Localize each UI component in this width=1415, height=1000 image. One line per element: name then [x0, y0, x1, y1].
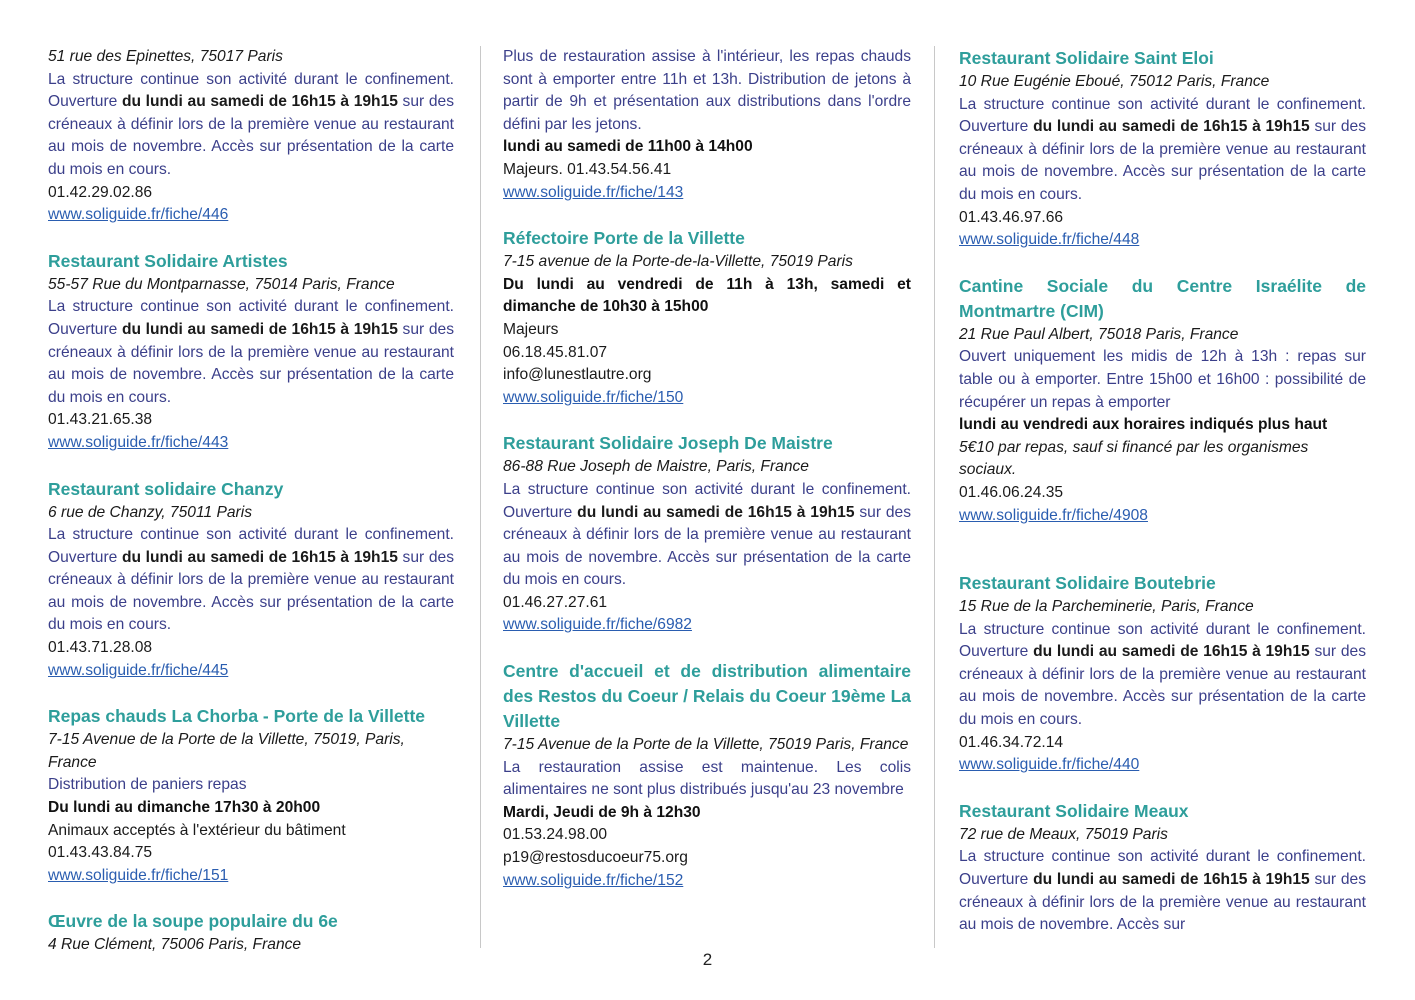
info-line: 01.53.24.98.00 — [503, 826, 608, 844]
column-1 — [48, 46, 454, 979]
listing-address: 4 Rue Clément, 75006 Paris, France — [48, 936, 302, 954]
info-line: p19@restosducoeur75.org — [503, 849, 688, 867]
info-line: info@lunestlautre.org — [503, 366, 652, 384]
soliguide-link[interactable]: www.soliguide.fr/fiche/448 — [959, 231, 1140, 249]
listing-description — [48, 774, 454, 797]
column-divider — [480, 46, 481, 948]
link-row — [959, 754, 1366, 777]
listing-address: 7-15 Avenue de la Porte de la Villette, 75019, Paris, France — [48, 731, 405, 771]
listing-description — [959, 94, 1366, 207]
description-text: sur des créneaux à définir lors de la première venue au restaurant au mois de novembre. Accès sur présentation de la carte du mois en cours. — [959, 118, 1367, 203]
listing-description — [503, 757, 911, 802]
phone-number: 01.43.21.65.38 — [48, 411, 153, 429]
description-text: sur des créneaux à définir lors de la première venue au restaurant au mois de novembre. Accès sur présentation de la carte du mois en cours. — [503, 503, 911, 589]
listing-description — [959, 346, 1366, 414]
soliguide-link[interactable]: www.soliguide.fr/fiche/150 — [503, 388, 684, 406]
phone-number: 01.43.71.28.08 — [48, 639, 153, 657]
listing-entry — [48, 704, 454, 887]
opening-hours: Du lundi au vendredi de 11h à 13h, samedi et dimanche de 10h30 à 15h00 — [503, 275, 911, 316]
column-3 — [959, 46, 1366, 959]
opening-hours: du lundi au samedi de 16h15 à 19h15 — [121, 548, 398, 566]
soliguide-link[interactable]: www.soliguide.fr/fiche/152 — [503, 871, 684, 889]
description-text: sur des créneaux à définir lors de la première venue au restaurant au mois de novembre. Accès sur — [959, 871, 1367, 934]
listing-entry — [48, 46, 454, 227]
opening-hours: du lundi au samedi de 16h15 à 19h15 — [577, 503, 855, 521]
listing-entry — [503, 226, 911, 409]
description-text: sur des créneaux à définir lors de la première venue au restaurant au mois de novembre. Accès sur présentation de la carte du mois en cours. — [959, 643, 1367, 729]
phone-number: 01.46.06.24.35 — [959, 483, 1064, 501]
listing-title: Œuvre de la soupe populaire du 6e — [48, 911, 338, 932]
page-number: 2 — [702, 950, 713, 969]
listing-title: Restaurant solidaire Chanzy — [48, 478, 284, 499]
description-text: sur des créneaux à définir lors de la première venue au restaurant au mois de novembre. Accès sur présentation de la carte du mois en cours. — [48, 93, 454, 178]
link-row — [48, 660, 454, 683]
phone-number: 01.43.43.84.75 — [48, 844, 153, 862]
description-text: sur des créneaux à définir lors de la première venue au restaurant au mois de novembre. Accès sur présentation de la carte du mois en cours. — [48, 320, 454, 406]
opening-hours: lundi au vendredi aux horaires indiqués plus haut — [959, 416, 1328, 434]
link-row — [48, 432, 454, 455]
soliguide-link[interactable]: www.soliguide.fr/fiche/440 — [959, 756, 1140, 774]
opening-hours: du lundi au samedi de 16h15 à 19h15 — [121, 93, 398, 111]
listing-address: 51 rue des Epinettes, 75017 Paris — [48, 48, 283, 65]
column-divider — [934, 46, 935, 948]
opening-hours: Du lundi au dimanche 17h30 à 20h00 — [48, 799, 321, 817]
listing-entry — [959, 274, 1366, 527]
info-line: Animaux acceptés à l'extérieur du bâtiment — [48, 821, 346, 839]
phone-number: 01.42.29.02.86 — [48, 183, 153, 201]
opening-hours: lundi au samedi de 11h00 à 14h00 — [503, 138, 753, 156]
opening-hours: du lundi au samedi de 16h15 à 19h15 — [1033, 871, 1310, 889]
soliguide-link[interactable]: www.soliguide.fr/fiche/445 — [48, 661, 229, 679]
listing-entry — [959, 799, 1366, 937]
info-line: Majeurs. 01.43.54.56.41 — [503, 160, 672, 178]
listing-entry — [48, 477, 454, 683]
link-row — [503, 614, 911, 637]
listing-title: Restaurant Solidaire Saint Eloi — [959, 48, 1214, 68]
listing-description — [48, 296, 454, 409]
listing-title: Réfectoire Porte de la Villette — [503, 228, 745, 249]
listing-description — [48, 524, 454, 637]
opening-hours: du lundi au samedi de 16h15 à 19h15 — [121, 320, 398, 338]
soliguide-link[interactable]: www.soliguide.fr/fiche/4908 — [959, 506, 1148, 524]
listing-address: 72 rue de Meaux, 75019 Paris — [959, 825, 1168, 843]
soliguide-link[interactable]: www.soliguide.fr/fiche/443 — [48, 433, 229, 451]
listing-title: Restaurant Solidaire Meaux — [959, 800, 1189, 821]
listing-title: Restaurant Solidaire Boutebrie — [959, 573, 1216, 594]
description-text: Ouvert uniquement les midis de 12h à 13h : repas sur table ou à emporter. Entre 15h00 et 16h00 : possibilité de récupérer un repas à emporter — [959, 348, 1366, 411]
listing-description — [503, 479, 911, 592]
price-note: 5€10 par repas, sauf si financé par les organismes sociaux. — [959, 438, 1309, 479]
description-text: La structure continue son activité durant le confinement. Ouverture — [48, 526, 454, 566]
listing-title: Cantine Sociale du Centre Israélite de Montmartre (CIM) — [959, 275, 1366, 321]
listing-title: Restaurant Solidaire Joseph De Maistre — [503, 433, 833, 454]
listing-address: 6 rue de Chanzy, 75011 Paris — [48, 503, 252, 521]
description-text: La structure continue son activité durant le confinement. Ouverture — [959, 848, 1366, 889]
description-text: La structure continue son activité durant le confinement. Ouverture — [48, 298, 454, 338]
opening-hours: Mardi, Jeudi de 9h à 12h30 — [503, 803, 701, 821]
description-text: Distribution de paniers repas — [48, 776, 247, 794]
link-row — [959, 229, 1366, 252]
opening-hours: du lundi au samedi de 16h15 à 19h15 — [1033, 118, 1310, 136]
phone-number: 01.46.27.27.61 — [503, 593, 608, 611]
phone-number: 01.46.34.72.14 — [959, 733, 1064, 751]
description-text: La restauration assise est maintenue. Les colis alimentaires ne sont plus distribués jusqu'au 23 novembre — [503, 758, 911, 799]
link-row — [959, 505, 1366, 528]
listing-entry — [503, 431, 911, 637]
soliguide-link[interactable]: www.soliguide.fr/fiche/151 — [48, 866, 229, 884]
listing-entry — [48, 249, 454, 455]
listing-title: Restaurant Solidaire Artistes — [48, 250, 288, 271]
description-text: Plus de restauration assise à l'intérieur, les repas chauds sont à emporter entre 11h et 13h. Distribution de jetons à partir de 9h et présentation aux distributions dans l'ordre défini par les jetons. — [503, 48, 911, 133]
listing-entry — [503, 46, 911, 204]
soliguide-link[interactable]: www.soliguide.fr/fiche/6982 — [503, 616, 692, 634]
link-row — [503, 387, 911, 410]
description-text: La structure continue son activité durant le confinement. Ouverture — [959, 95, 1366, 136]
opening-hours: du lundi au samedi de 16h15 à 19h15 — [1033, 643, 1310, 661]
listing-title: Repas chauds La Chorba - Porte de la Villette — [48, 706, 426, 727]
link-row — [48, 204, 454, 227]
listing-address: 10 Rue Eugénie Eboué, 75012 Paris, France — [959, 73, 1270, 90]
link-row — [503, 182, 911, 205]
listing-description — [48, 69, 454, 182]
link-row — [503, 870, 911, 893]
listing-description — [503, 46, 911, 136]
description-text: sur des créneaux à définir lors de la première venue au restaurant au mois de novembre. Accès sur présentation de la carte du mois en cours. — [48, 548, 454, 634]
listing-entry — [959, 46, 1366, 252]
listing-address: 21 Rue Paul Albert, 75018 Paris, France — [959, 325, 1239, 343]
info-line: Majeurs — [503, 320, 559, 338]
description-text: La structure continue son activité durant le confinement. Ouverture — [503, 480, 911, 521]
listing-entry — [503, 659, 911, 892]
listing-title: Centre d'accueil et de distribution alimentaire des Restos du Coeur / Relais du Coeur 19ème La Villette — [503, 661, 911, 732]
soliguide-link[interactable]: www.soliguide.fr/fiche/446 — [48, 206, 229, 224]
listing-description — [959, 846, 1366, 936]
listing-address: 86-88 Rue Joseph de Maistre, Paris, France — [503, 458, 809, 476]
soliguide-link[interactable]: www.soliguide.fr/fiche/143 — [503, 183, 684, 201]
listing-description — [959, 619, 1366, 732]
info-line: 06.18.45.81.07 — [503, 343, 608, 361]
listing-entry — [959, 571, 1366, 777]
description-text: La structure continue son activité durant le confinement. Ouverture — [48, 70, 454, 111]
phone-number: 01.43.46.97.66 — [959, 208, 1064, 226]
description-text: La structure continue son activité durant le confinement. Ouverture — [959, 620, 1366, 661]
column-2 — [503, 46, 911, 914]
link-row — [48, 865, 454, 888]
listing-address: 15 Rue de la Parcheminerie, Paris, France — [959, 598, 1254, 616]
listing-address: 55-57 Rue du Montparnasse, 75014 Paris, France — [48, 275, 395, 293]
listing-address: 7-15 Avenue de la Porte de la Villette, 75019 Paris, France — [503, 736, 909, 754]
listing-address: 7-15 avenue de la Porte-de-la-Villette, 75019 Paris — [503, 253, 853, 271]
